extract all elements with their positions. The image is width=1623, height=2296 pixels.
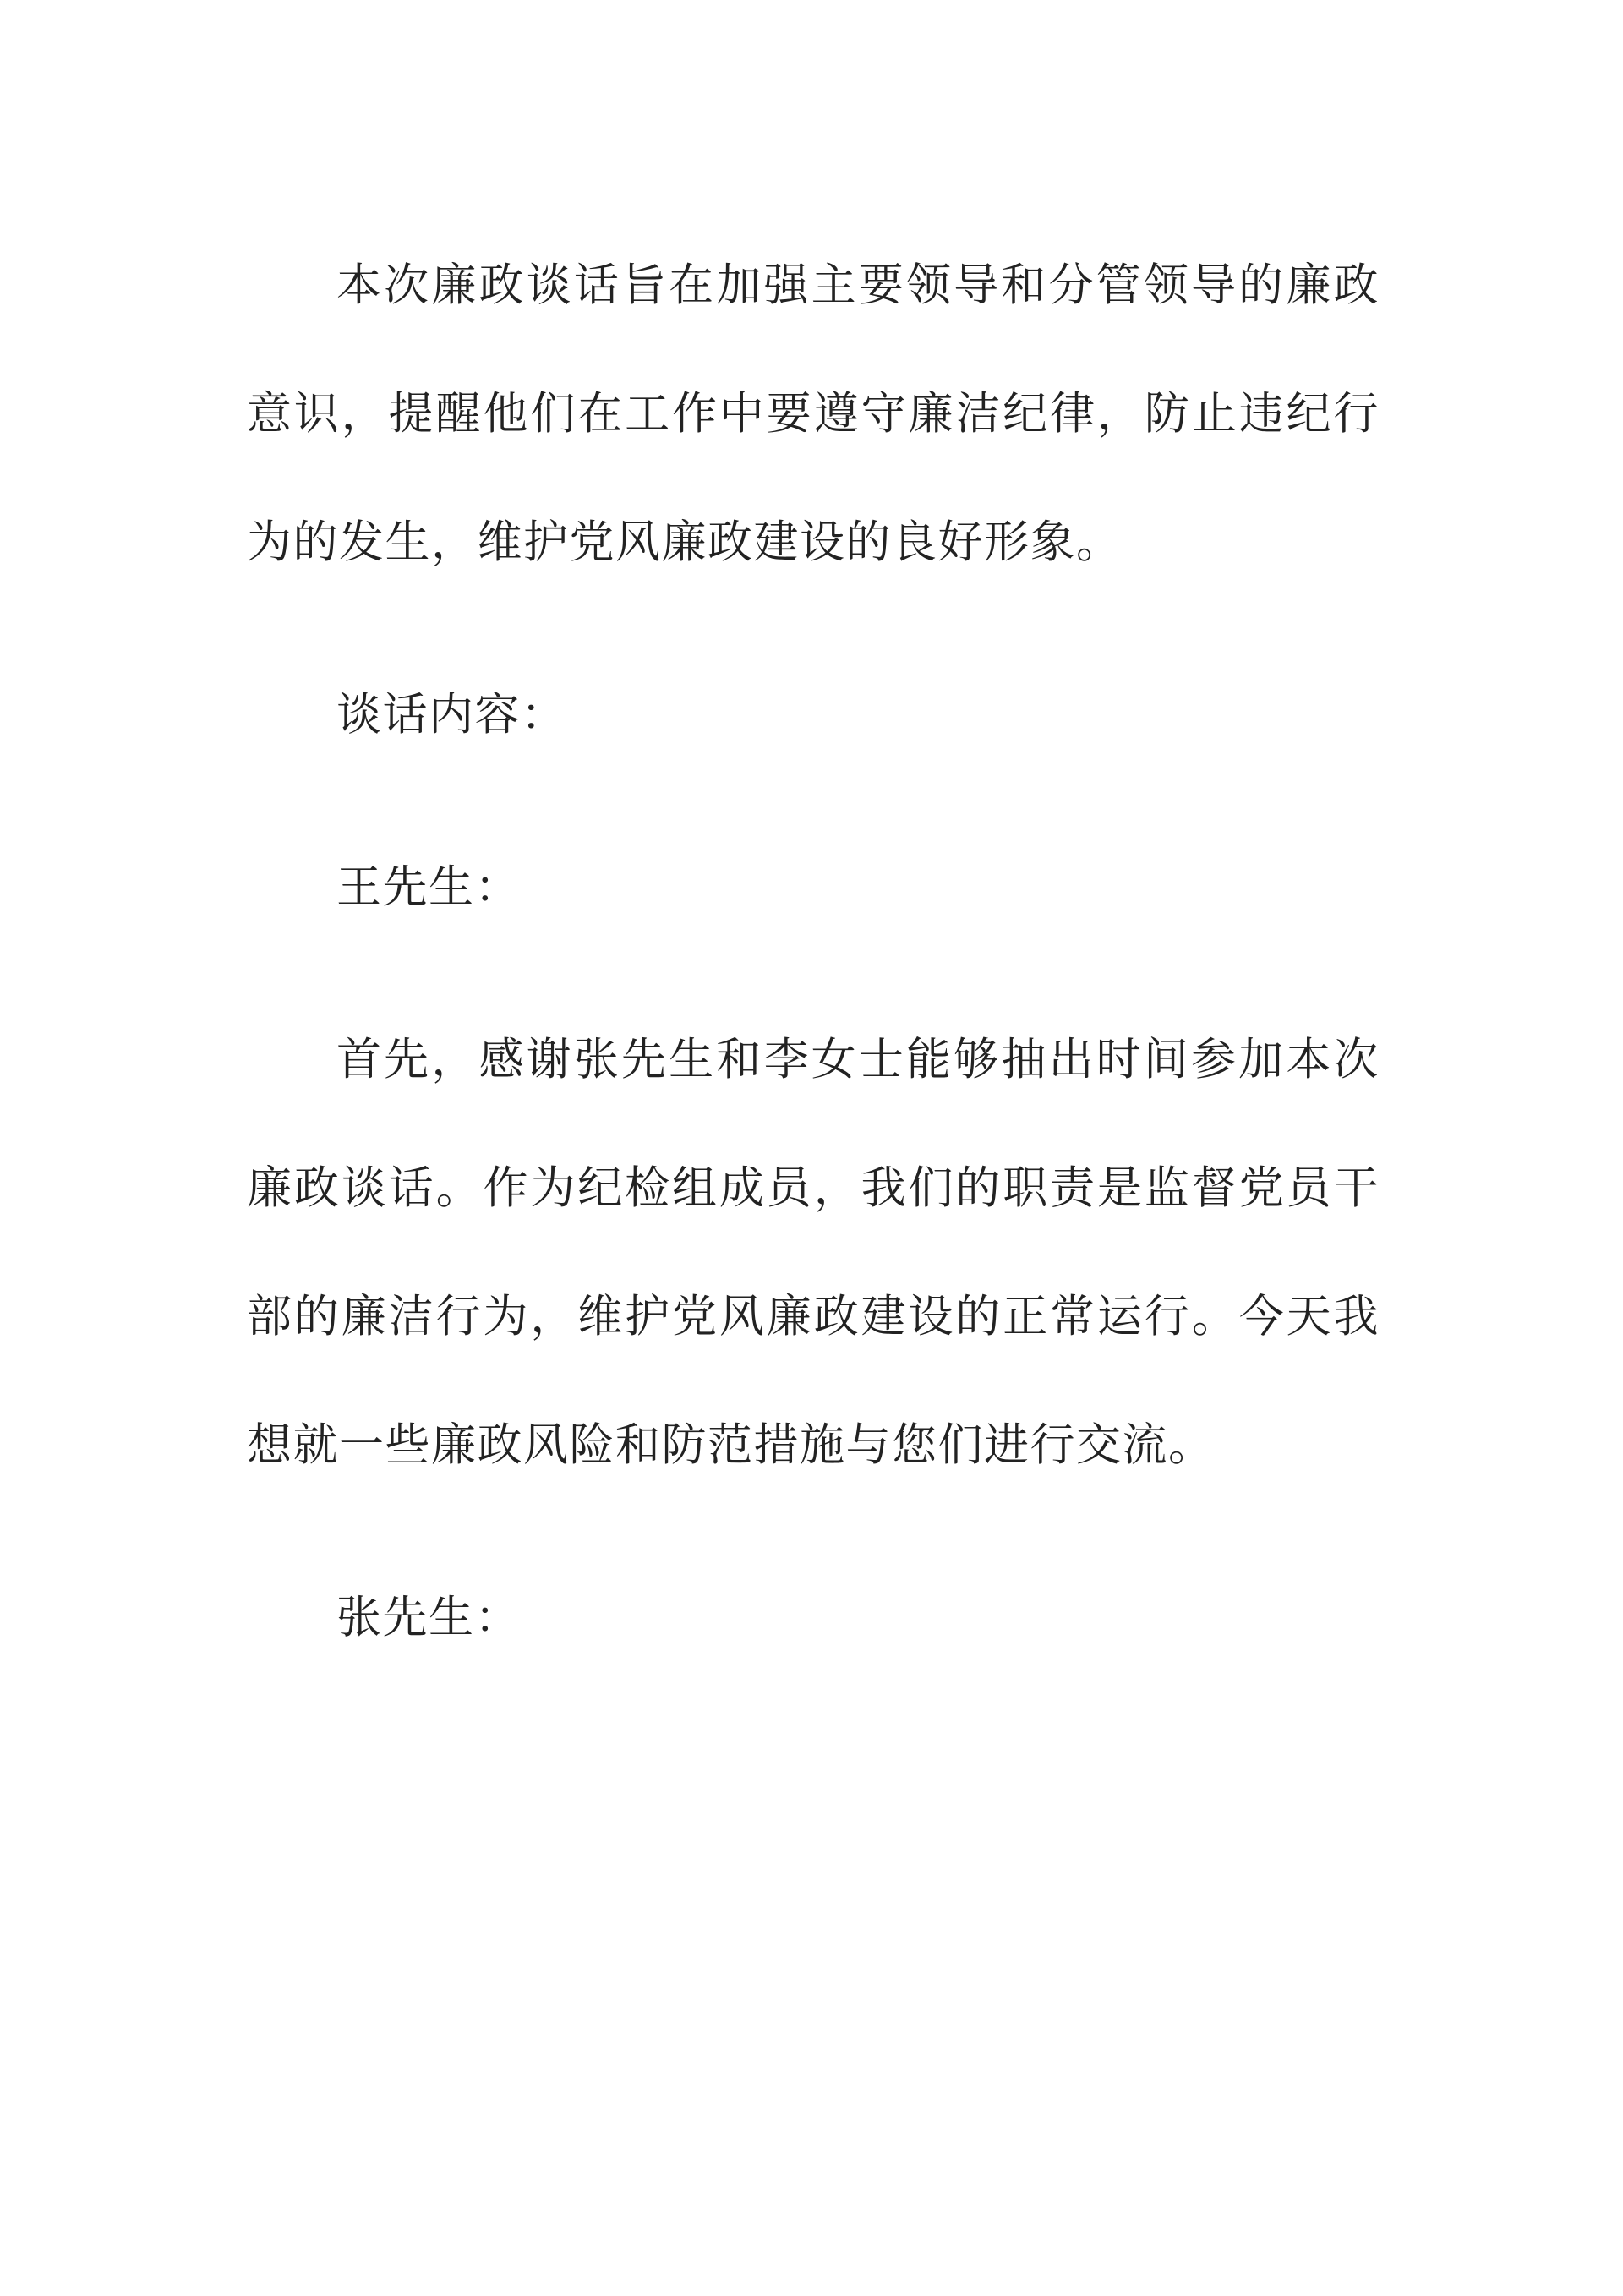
paragraph-wang-remarks: 首先，感谢张先生和李女士能够抽出时间参加本次廉政谈话。作为纪检组成员，我们的职责是监督党员干部的廉洁行为，维护党风廉政建设的正常运行。今天我想就一些廉政风险和防范措施与您们进行交流。 (247, 1034, 1380, 1471)
paragraph-content-heading: 谈话内容： (336, 689, 567, 741)
paragraph-speaker-zhang: 张先生： (336, 1592, 521, 1643)
paragraph-purpose: 本次廉政谈话旨在加强主要领导和分管领导的廉政意识，提醒他们在工作中要遵守廉洁纪律，防止违纪行为的发生，维护党风廉政建设的良好形象。 (247, 260, 1380, 568)
paragraph-speaker-wang: 王先生： (336, 861, 521, 913)
document-body (247, 221, 1380, 1682)
